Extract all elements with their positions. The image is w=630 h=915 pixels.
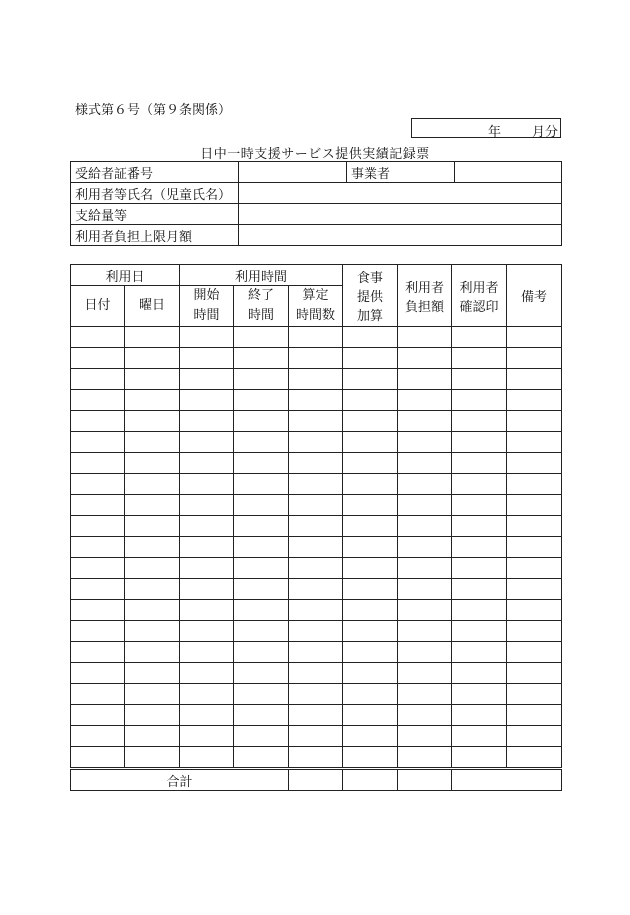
date-cell <box>71 474 125 495</box>
weekday-cell <box>125 348 180 369</box>
remarks-cell <box>507 453 562 474</box>
start-time-cell <box>180 390 234 411</box>
record-row <box>71 516 562 537</box>
calc-hours-cell <box>289 537 343 558</box>
remarks-cell <box>507 642 562 663</box>
calc-hours-cell <box>289 558 343 579</box>
date-cell <box>71 642 125 663</box>
date-cell <box>71 348 125 369</box>
end-time-cell <box>234 390 289 411</box>
end-time-cell <box>234 474 289 495</box>
user-burden-cell <box>398 516 452 537</box>
weekday-cell <box>125 327 180 348</box>
user-confirm-line-2: 確認印 <box>459 299 499 315</box>
total-blank <box>452 769 562 791</box>
end-time-cell <box>234 411 289 432</box>
start-time-cell <box>180 600 234 621</box>
weekday-header: 曜日 <box>125 286 180 327</box>
end-time-cell <box>234 705 289 726</box>
calc-hours-line-2: 時間数 <box>296 308 336 323</box>
start-time-cell <box>180 516 234 537</box>
end-time-cell <box>234 579 289 600</box>
start-time-cell <box>180 705 234 726</box>
end-time-cell <box>234 621 289 642</box>
confirm-stamp-cell <box>452 327 507 348</box>
remarks-cell <box>507 369 562 390</box>
confirm-stamp-cell <box>452 348 507 369</box>
calc-hours-cell <box>289 642 343 663</box>
weekday-cell <box>125 621 180 642</box>
record-row <box>71 726 562 747</box>
start-time-cell <box>180 411 234 432</box>
supply-amount-value <box>239 204 562 225</box>
meal-cell <box>343 432 398 453</box>
confirm-stamp-cell <box>452 432 507 453</box>
total-row <box>71 769 562 791</box>
confirm-stamp-cell <box>452 558 507 579</box>
meal-cell <box>343 411 398 432</box>
end-time-cell <box>234 747 289 769</box>
remarks-cell <box>507 684 562 705</box>
date-cell <box>71 411 125 432</box>
record-row <box>71 495 562 516</box>
date-cell <box>71 579 125 600</box>
service-record-table <box>70 264 562 791</box>
user-burden-header <box>398 265 452 327</box>
user-confirm-line-1: 利用者 <box>459 280 499 296</box>
record-row <box>71 348 562 369</box>
remarks-cell <box>507 558 562 579</box>
remarks-cell <box>507 495 562 516</box>
remarks-cell <box>507 348 562 369</box>
start-time-cell <box>180 642 234 663</box>
user-burden-cell <box>398 726 452 747</box>
start-time-cell <box>180 453 234 474</box>
meal-header-line-3: 加算 <box>357 309 384 324</box>
recipient-id-value <box>239 162 347 183</box>
confirm-stamp-cell <box>452 663 507 684</box>
weekday-cell <box>125 453 180 474</box>
weekday-cell <box>125 663 180 684</box>
record-row <box>71 621 562 642</box>
weekday-cell <box>125 705 180 726</box>
record-row <box>71 537 562 558</box>
start-time-cell <box>180 621 234 642</box>
date-cell <box>71 600 125 621</box>
use-day-header: 利用日 <box>71 265 180 286</box>
burden-limit-label: 利用者負担上限月額 <box>71 225 239 246</box>
start-time-line-1: 開始 <box>193 288 220 303</box>
user-burden-cell <box>398 390 452 411</box>
end-time-cell <box>234 537 289 558</box>
burden-limit-value <box>239 225 562 246</box>
start-time-line-2: 時間 <box>193 308 220 323</box>
weekday-cell <box>125 390 180 411</box>
calc-hours-cell <box>289 600 343 621</box>
year-label: 年 <box>488 125 502 140</box>
remarks-cell <box>507 390 562 411</box>
record-row <box>71 663 562 684</box>
start-time-cell <box>180 558 234 579</box>
calc-hours-cell <box>289 411 343 432</box>
confirm-stamp-cell <box>452 369 507 390</box>
meal-addition-header <box>343 265 398 327</box>
meal-cell <box>343 537 398 558</box>
start-time-cell <box>180 663 234 684</box>
meal-cell <box>343 726 398 747</box>
weekday-cell <box>125 537 180 558</box>
confirm-stamp-cell <box>452 579 507 600</box>
meal-cell <box>343 621 398 642</box>
use-time-header: 利用時間 <box>180 265 343 286</box>
record-row <box>71 390 562 411</box>
meal-cell <box>343 453 398 474</box>
calc-hours-cell <box>289 495 343 516</box>
record-row <box>71 369 562 390</box>
end-time-cell <box>234 516 289 537</box>
user-burden-cell <box>398 432 452 453</box>
meal-header-line-2: 提供 <box>357 290 384 305</box>
calc-hours-cell <box>289 663 343 684</box>
user-burden-cell <box>398 327 452 348</box>
recipient-id-label: 受給者証番号 <box>71 162 239 183</box>
remarks-cell <box>507 432 562 453</box>
confirm-stamp-cell <box>452 495 507 516</box>
calc-hours-header <box>289 286 343 327</box>
user-burden-cell <box>398 411 452 432</box>
user-burden-cell <box>398 642 452 663</box>
meal-cell <box>343 600 398 621</box>
record-row <box>71 579 562 600</box>
calc-hours-cell <box>289 453 343 474</box>
confirm-stamp-cell <box>452 537 507 558</box>
date-cell <box>71 369 125 390</box>
end-time-header <box>234 286 289 327</box>
start-time-cell <box>180 474 234 495</box>
meal-cell <box>343 579 398 600</box>
total-calc-hours <box>289 769 343 791</box>
meal-cell <box>343 663 398 684</box>
remarks-cell <box>507 474 562 495</box>
calc-hours-cell <box>289 579 343 600</box>
remarks-cell <box>507 516 562 537</box>
user-burden-cell <box>398 474 452 495</box>
weekday-cell <box>125 516 180 537</box>
user-burden-cell <box>398 579 452 600</box>
weekday-cell <box>125 579 180 600</box>
record-row <box>71 474 562 495</box>
meal-cell <box>343 348 398 369</box>
meal-cell <box>343 705 398 726</box>
start-time-cell <box>180 747 234 769</box>
calc-hours-cell <box>289 705 343 726</box>
end-time-cell <box>234 684 289 705</box>
meal-cell <box>343 390 398 411</box>
meal-cell <box>343 369 398 390</box>
date-cell <box>71 684 125 705</box>
date-cell <box>71 432 125 453</box>
end-time-cell <box>234 726 289 747</box>
user-burden-cell <box>398 369 452 390</box>
confirm-stamp-cell <box>452 390 507 411</box>
date-cell <box>71 663 125 684</box>
date-cell <box>71 390 125 411</box>
weekday-cell <box>125 600 180 621</box>
confirm-stamp-cell <box>452 642 507 663</box>
weekday-cell <box>125 474 180 495</box>
remarks-header: 備考 <box>507 265 562 327</box>
date-cell <box>71 453 125 474</box>
provider-value <box>455 162 562 183</box>
remarks-cell <box>507 579 562 600</box>
user-burden-cell <box>398 747 452 769</box>
start-time-cell <box>180 348 234 369</box>
calc-hours-line-1: 算定 <box>302 288 329 303</box>
user-burden-cell <box>398 495 452 516</box>
total-label: 合計 <box>71 769 289 791</box>
user-name-value <box>239 183 562 204</box>
remarks-cell <box>507 600 562 621</box>
meal-cell <box>343 474 398 495</box>
weekday-cell <box>125 642 180 663</box>
supply-amount-label: 支給量等 <box>71 204 239 225</box>
start-time-cell <box>180 327 234 348</box>
calc-hours-cell <box>289 474 343 495</box>
calc-hours-cell <box>289 327 343 348</box>
user-burden-cell <box>398 348 452 369</box>
confirm-stamp-cell <box>452 684 507 705</box>
calc-hours-cell <box>289 684 343 705</box>
remarks-cell <box>507 726 562 747</box>
weekday-cell <box>125 369 180 390</box>
weekday-cell <box>125 747 180 769</box>
weekday-cell <box>125 495 180 516</box>
record-row <box>71 558 562 579</box>
record-row <box>71 642 562 663</box>
meal-cell <box>343 558 398 579</box>
calc-hours-cell <box>289 726 343 747</box>
date-cell <box>71 327 125 348</box>
user-burden-cell <box>398 621 452 642</box>
end-time-cell <box>234 642 289 663</box>
user-confirm-header <box>452 265 507 327</box>
end-time-cell <box>234 663 289 684</box>
confirm-stamp-cell <box>452 474 507 495</box>
date-cell <box>71 621 125 642</box>
confirm-stamp-cell <box>452 621 507 642</box>
user-burden-cell <box>398 453 452 474</box>
date-cell <box>71 747 125 769</box>
user-burden-line-2: 負担額 <box>405 299 445 315</box>
remarks-cell <box>507 747 562 769</box>
meal-cell <box>343 516 398 537</box>
provider-label: 事業者 <box>347 162 455 183</box>
form-number-label: 様式第６号（第９条関係） <box>75 103 232 118</box>
date-cell <box>71 516 125 537</box>
remarks-cell <box>507 663 562 684</box>
user-burden-cell <box>398 684 452 705</box>
weekday-cell <box>125 558 180 579</box>
start-time-cell <box>180 684 234 705</box>
record-row <box>71 705 562 726</box>
start-time-cell <box>180 537 234 558</box>
remarks-cell <box>507 621 562 642</box>
calc-hours-cell <box>289 348 343 369</box>
remarks-cell <box>507 705 562 726</box>
meal-cell <box>343 684 398 705</box>
date-header: 日付 <box>71 286 125 327</box>
remarks-cell <box>507 537 562 558</box>
total-meal <box>343 769 398 791</box>
confirm-stamp-cell <box>452 516 507 537</box>
document-title: 日中一時支援サービス提供実績記録票 <box>200 147 430 162</box>
confirm-stamp-cell <box>452 453 507 474</box>
end-time-cell <box>234 327 289 348</box>
user-burden-cell <box>398 705 452 726</box>
calc-hours-cell <box>289 621 343 642</box>
record-row <box>71 684 562 705</box>
calc-hours-cell <box>289 747 343 769</box>
start-time-cell <box>180 579 234 600</box>
record-row <box>71 411 562 432</box>
user-burden-cell <box>398 663 452 684</box>
user-burden-cell <box>398 537 452 558</box>
month-label: 月分 <box>532 125 559 140</box>
record-row <box>71 453 562 474</box>
end-time-line-1: 終了 <box>248 288 275 303</box>
meal-cell <box>343 747 398 769</box>
confirm-stamp-cell <box>452 411 507 432</box>
weekday-cell <box>125 432 180 453</box>
date-cell <box>71 558 125 579</box>
end-time-cell <box>234 600 289 621</box>
remarks-cell <box>507 411 562 432</box>
start-time-cell <box>180 495 234 516</box>
date-cell <box>71 705 125 726</box>
date-cell <box>71 495 125 516</box>
confirm-stamp-cell <box>452 705 507 726</box>
record-row <box>71 327 562 348</box>
recipient-info-table <box>70 161 562 246</box>
record-row <box>71 432 562 453</box>
end-time-cell <box>234 369 289 390</box>
total-user-burden <box>398 769 452 791</box>
start-time-header <box>180 286 234 327</box>
confirm-stamp-cell <box>452 726 507 747</box>
weekday-cell <box>125 411 180 432</box>
calc-hours-cell <box>289 516 343 537</box>
remarks-cell <box>507 327 562 348</box>
user-burden-cell <box>398 558 452 579</box>
user-burden-cell <box>398 600 452 621</box>
weekday-cell <box>125 726 180 747</box>
billing-month-box <box>411 118 561 138</box>
date-cell <box>71 537 125 558</box>
start-time-cell <box>180 432 234 453</box>
confirm-stamp-cell <box>452 600 507 621</box>
meal-cell <box>343 642 398 663</box>
user-name-label: 利用者等氏名（児童氏名） <box>71 183 239 204</box>
calc-hours-cell <box>289 432 343 453</box>
date-cell <box>71 726 125 747</box>
record-row <box>71 600 562 621</box>
meal-cell <box>343 495 398 516</box>
confirm-stamp-cell <box>452 747 507 769</box>
calc-hours-cell <box>289 390 343 411</box>
end-time-cell <box>234 453 289 474</box>
start-time-cell <box>180 726 234 747</box>
weekday-cell <box>125 684 180 705</box>
record-row <box>71 747 562 769</box>
end-time-cell <box>234 495 289 516</box>
end-time-cell <box>234 348 289 369</box>
end-time-cell <box>234 432 289 453</box>
end-time-line-2: 時間 <box>248 308 275 323</box>
meal-header-line-1: 食事 <box>357 271 384 286</box>
end-time-cell <box>234 558 289 579</box>
user-burden-line-1: 利用者 <box>405 280 445 296</box>
start-time-cell <box>180 369 234 390</box>
meal-cell <box>343 327 398 348</box>
calc-hours-cell <box>289 369 343 390</box>
